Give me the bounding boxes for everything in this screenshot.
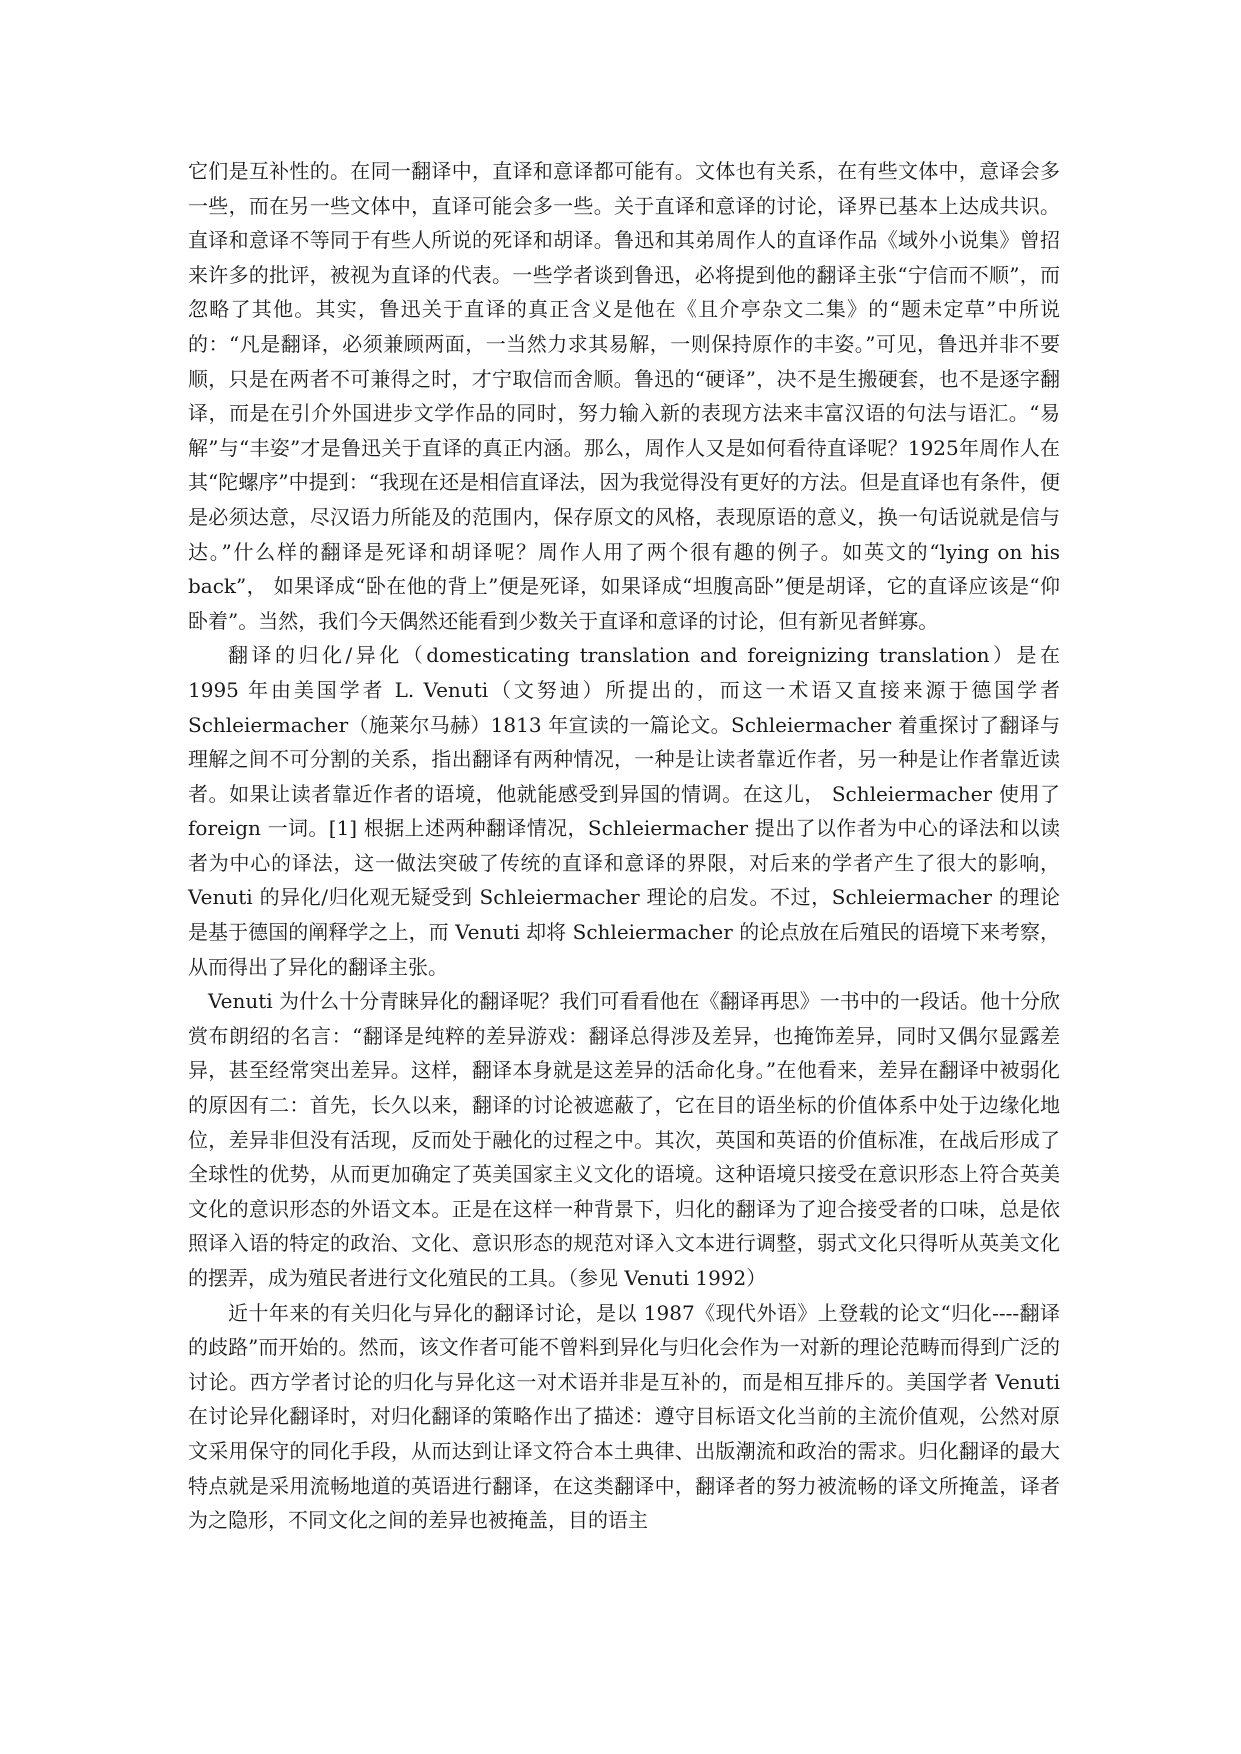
paragraph-3: Venuti 为什么十分青睐异化的翻译呢？我们可看看他在《翻译再思》一书中的一段话。他十分欣赏布朗绍的名言：“翻译是纯粹的差异游戏：翻译总得涉及差异，也掩饰差异，同时又偶尔显露差异，甚至经常突出差异。这样，翻译本身就是这差异的活命化身。”在他看来，差异在翻译中被弱化的原因有二：首先，长久以来，翻译的讨论被遮蔽了，它在目的语坐标的价值体系中处于边缘化地位，差异非但没有活现，反而处于融化的过程之中。其次，英国和英语的价值标准，在战后形成了全球性的优势，从而更加确定了英美国家主义文化的语境。这种语境只接受在意识形态上符合英美文化的意识形态的外语文本。正是在这样一种背景下，归化的翻译为了迎合接受者的口味，总是依照译入语的特定的政治、文化、意识形态的规范对译入文本进行调整，弱式文化只得听从英美文化的摆弄，成为殖民者进行文化殖民的工具。（参见 Venuti 1992） [188,989,1060,1290]
paragraph-4: 近十年来的有关归化与异化的翻译讨论，是以 1987《现代外语》上登载的论文“归化----翻译的歧路”而开始的。然而，该文作者可能不曾料到异化与归化会作为一对新的理论范畴而得到广泛的讨论。西方学者讨论的归化与异化这一对术语并非是互补的，而是相互排斥的。美国学者 Venuti 在讨论异化翻译时，对归化翻译的策略作出了描述：遵守目标语文化当前的主流价值观，公然对原文采用保守的同化手段，从而达到让译文符合本土典律、出版潮流和政治的需求。归化翻译的最大特点就是采用流畅地道的英语进行翻译，在这类翻译中，翻译者的努力被流畅的译文所掩盖，译者为之隐形，不同文化之间的差异也被掩盖，目的语主 [188,1300,1060,1533]
paragraph-1: 它们是互补性的。在同一翻译中，直译和意译都可能有。文体也有关系，在有些文体中，意译会多一些，而在另一些文体中，直译可能会多一些。关于直译和意译的讨论，译界已基本上达成共识。直译和意译不等同于有些人所说的死译和胡译。鲁迅和其弟周作人的直译作品《域外小说集》曾招来许多的批评，被视为直译的代表。一些学者谈到鲁迅，必将提到他的翻译主张“宁信而不顺”，而忽略了其他。其实，鲁迅关于直译的真正含义是他在《且介亭杂文二集》的“题未定草”中所说的：“凡是翻译，必须兼顾两面，一当然力求其易解，一则保持原作的丰姿。”可见，鲁迅并非不要顺，只是在两者不可兼得之时，才宁取信而舍顺。鲁迅的“硬译”，决不是生搬硬套，也不是逐字翻译，而是在引介外国进步文学作品的同时，努力输入新的表现方法来丰富汉语的句法与语汇。“易解”与“丰姿”才是鲁迅关于直译的真正内涵。那么，周作人又是如何看待直译呢？1925年周作人在其“陀螺序”中提到：“我现在还是相信直译法，因为我觉得没有更好的方法。但是直译也有条件，便是必须达意，尽汉语力所能及的范围内，保存原文的风格，表现原语的意义，换一句话说就是信与达。”什么样的翻译是死译和胡译呢？周作人用了两个很有趣的例子。如英文的“lying on his back”， 如果译成“卧在他的背上”便是死译，如果译成“坦腹高卧”便是胡译，它的直译应该是“仰卧着”。当然，我们今天偶然还能看到少数关于直译和意译的讨论，但有新见者鲜寡。 [188,159,1060,633]
document-body [188,154,1060,1538]
paragraph-2: 翻译的归化/异化（domesticating translation and foreignizing translation）是在 1995 年由美国学者 L. Venuti（文努迪）所提出的，而这一术语又直接来源于德国学者 Schleiermacher（施莱尔马赫）1813 年宣读的一篇论文。Schleiermacher 着重探讨了翻译与理解之间不可分割的关系，指出翻译有两种情况，一种是让读者靠近作者，另一种是让作者靠近读者。如果让读者靠近作者的语境，他就能感受到异国的情调。在这儿， Schleiermacher 使用了 foreign 一词。[1] 根据上述两种翻译情况，Schleiermacher 提出了以作者为中心的译法和以读者为中心的译法，这一做法突破了传统的直译和意译的界限，对后来的学者产生了很大的影响，Venuti 的异化/归化观无疑受到 Schleiermacher 理论的启发。不过，Schleiermacher 的理论是基于德国的阐释学之上，而 Venuti 却将 Schleiermacher 的论点放在后殖民的语境下来考察，从而得出了异化的翻译主张。 [188,643,1060,979]
